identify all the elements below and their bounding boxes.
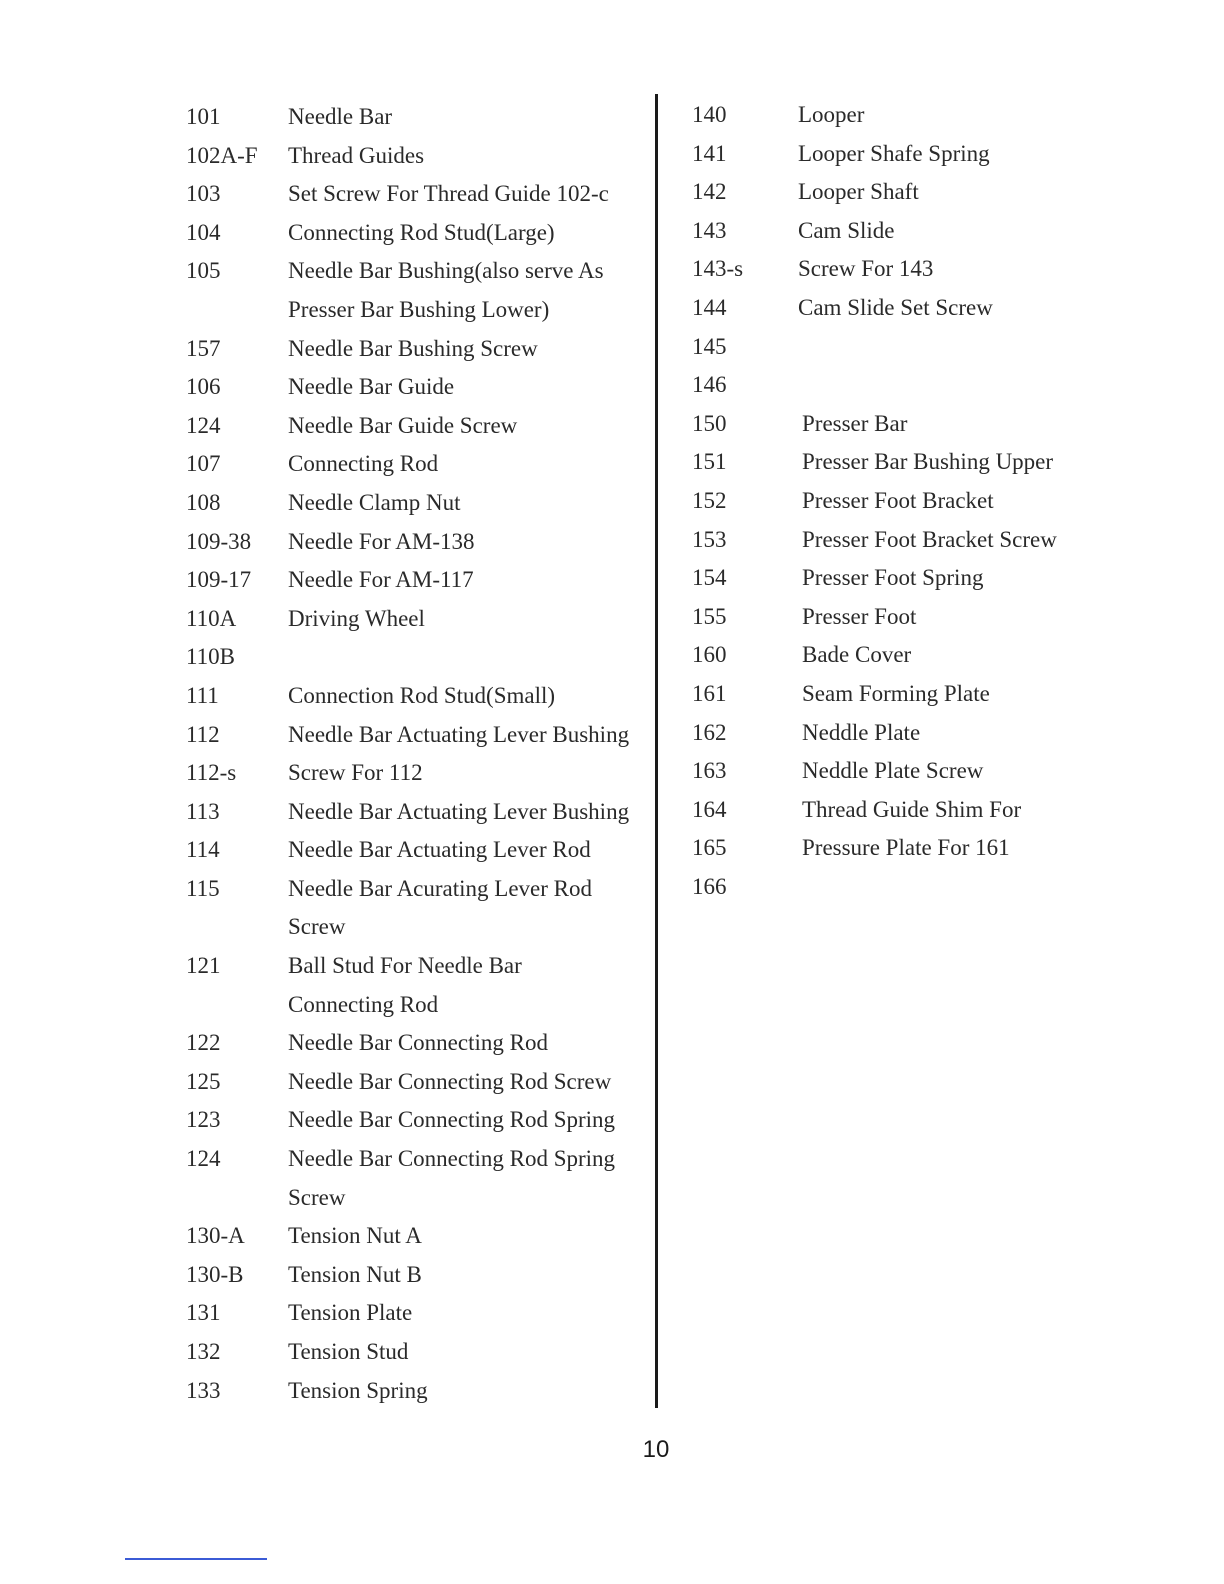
part-row — [186, 291, 636, 330]
part-number: 106 — [186, 374, 221, 400]
part-number: 143 — [692, 217, 727, 243]
part-row — [186, 1217, 636, 1256]
part-number: 162 — [692, 719, 727, 745]
part-description: Needle For AM-117 — [288, 567, 474, 593]
part-description: Pressure Plate For 161 — [802, 835, 1010, 861]
part-row — [186, 1333, 636, 1372]
part-row — [692, 366, 1092, 405]
part-description: Needle Clamp Nut — [288, 489, 461, 515]
part-row — [186, 175, 636, 214]
part-description: Connection Rod Stud(Small) — [288, 682, 556, 708]
part-description: Neddle Plate Screw — [802, 758, 984, 784]
part-row — [692, 289, 1092, 328]
part-row — [692, 482, 1092, 521]
part-description: Needle Bar Bushing(also serve As — [288, 258, 604, 284]
part-row — [692, 714, 1092, 753]
part-number: 114 — [186, 837, 220, 863]
part-number: 131 — [186, 1300, 221, 1326]
part-row — [692, 791, 1092, 830]
part-row — [186, 214, 636, 253]
part-row — [186, 1024, 636, 1063]
part-description: Thread Guide Shim For — [802, 796, 1022, 822]
part-description: Presser Bar Bushing Lower) — [288, 296, 550, 322]
part-description: Looper Shafe Spring — [798, 140, 990, 166]
part-description: Cam Slide — [798, 217, 895, 243]
part-number: 141 — [692, 140, 727, 166]
part-row — [692, 868, 1092, 907]
part-description: Thread Guides — [288, 142, 425, 168]
part-row — [186, 600, 636, 639]
part-number: 166 — [692, 873, 727, 899]
part-row — [692, 173, 1092, 212]
part-number: 112 — [186, 721, 220, 747]
part-number: 105 — [186, 258, 221, 284]
part-number: 103 — [186, 181, 221, 207]
part-description: Needle Bar Guide — [288, 374, 455, 400]
part-row — [186, 368, 636, 407]
part-number: 142 — [692, 179, 727, 205]
part-number: 101 — [186, 104, 221, 129]
part-row — [692, 96, 1092, 135]
part-description: Connecting Rod — [288, 451, 439, 477]
part-number: 110B — [186, 644, 235, 670]
parts-list-left-column — [186, 98, 636, 1410]
part-description: Connecting Rod — [288, 991, 439, 1017]
part-description: Needle Bar Actuating Lever Bushing — [288, 721, 630, 747]
part-description: Looper — [798, 102, 865, 127]
part-number: 115 — [186, 875, 220, 901]
part-number: 165 — [692, 835, 727, 861]
part-number: 108 — [186, 489, 221, 515]
part-row — [692, 521, 1092, 560]
part-description: Presser Bar — [802, 410, 908, 436]
part-description: Needle Bar Connecting Rod Screw — [288, 1068, 612, 1094]
part-description: Neddle Plate — [802, 719, 921, 745]
part-description: Needle For AM-138 — [288, 528, 475, 554]
part-description: Tension Spring — [288, 1377, 428, 1403]
part-row — [186, 1179, 636, 1218]
part-description: Presser Foot Spring — [802, 565, 984, 591]
part-row — [186, 831, 636, 870]
part-row — [186, 484, 636, 523]
part-row — [692, 559, 1092, 598]
part-number: 104 — [186, 219, 221, 245]
part-row — [186, 1256, 636, 1295]
part-row — [692, 829, 1092, 868]
part-description: Tension Plate — [288, 1300, 413, 1326]
part-row — [186, 870, 636, 909]
part-row — [186, 908, 636, 947]
part-row — [186, 98, 636, 137]
part-row — [692, 405, 1092, 444]
part-description: Needle Bar Actuating Lever Rod — [288, 837, 591, 863]
part-number: 155 — [692, 603, 727, 629]
part-number: 122 — [186, 1030, 221, 1056]
part-description: Needle Bar Connecting Rod Spring — [288, 1107, 616, 1133]
part-row — [692, 675, 1092, 714]
part-description: Tension Nut B — [288, 1261, 422, 1287]
part-description: Needle Bar Actuating Lever Bushing — [288, 798, 630, 824]
part-number: 110A — [186, 605, 237, 631]
part-row — [186, 407, 636, 446]
part-number: 146 — [692, 372, 727, 398]
part-description: Set Screw For Thread Guide 102-c — [288, 181, 609, 207]
part-row — [186, 561, 636, 600]
part-row — [186, 638, 636, 677]
part-number: 152 — [692, 487, 727, 513]
part-number: 133 — [186, 1377, 221, 1403]
part-number: 154 — [692, 565, 727, 591]
part-description: Tension Stud — [288, 1339, 409, 1364]
part-description: Needle Bar Connecting Rod — [288, 1030, 548, 1056]
part-number: 125 — [186, 1068, 221, 1094]
part-number: 130-B — [186, 1261, 244, 1287]
part-number: 157 — [186, 335, 221, 361]
part-description: Needle Bar — [288, 104, 393, 129]
part-row — [692, 443, 1092, 482]
part-number: 140 — [692, 102, 727, 127]
part-number: 121 — [186, 953, 221, 979]
part-description: Presser Bar Bushing Upper — [802, 449, 1054, 475]
column-divider — [655, 94, 658, 1408]
part-row — [186, 330, 636, 369]
part-description: Screw For 143 — [798, 256, 934, 282]
part-number: 113 — [186, 798, 220, 824]
part-number: 145 — [692, 333, 727, 359]
part-description: Looper Shaft — [798, 179, 919, 205]
part-number: 163 — [692, 758, 727, 784]
part-number: 109-38 — [186, 528, 252, 554]
part-description: Bade Cover — [802, 642, 912, 668]
part-number: 102A-F — [186, 142, 258, 168]
part-number: 150 — [692, 410, 727, 436]
part-description: Ball Stud For Needle Bar — [288, 953, 522, 979]
part-number: 153 — [692, 526, 727, 552]
footer-rule — [125, 1558, 267, 1560]
part-number: 124 — [186, 412, 221, 438]
part-row — [186, 523, 636, 562]
part-row — [186, 947, 636, 986]
part-description: Tension Nut A — [288, 1223, 422, 1249]
part-number: 132 — [186, 1339, 221, 1364]
part-number: 124 — [186, 1146, 221, 1172]
part-row — [692, 212, 1092, 251]
part-description: Screw — [288, 914, 346, 940]
part-number: 164 — [692, 796, 727, 822]
part-row — [186, 1101, 636, 1140]
part-description: Presser Foot Bracket — [802, 487, 994, 513]
part-description: Presser Foot — [802, 603, 917, 629]
part-description: Driving Wheel — [288, 605, 425, 631]
part-number: 107 — [186, 451, 221, 477]
part-row — [692, 135, 1092, 174]
part-description: Seam Forming Plate — [802, 680, 990, 706]
part-number: 130-A — [186, 1223, 245, 1249]
part-row — [186, 677, 636, 716]
part-row — [692, 328, 1092, 367]
part-description: Cam Slide Set Screw — [798, 294, 993, 320]
page-number: 10 — [642, 1436, 670, 1463]
part-number: 112-s — [186, 760, 237, 786]
part-row — [186, 137, 636, 176]
part-row — [186, 445, 636, 484]
part-description: Screw — [288, 1184, 346, 1210]
part-description: Needle Bar Acurating Lever Rod — [288, 875, 592, 901]
parts-list-right-column — [692, 96, 1092, 906]
part-row — [186, 986, 636, 1025]
part-row — [692, 636, 1092, 675]
part-number: 143-s — [692, 256, 744, 282]
part-row — [186, 754, 636, 793]
part-row — [186, 1140, 636, 1179]
part-description: Needle Bar Bushing Screw — [288, 335, 538, 361]
part-number: 161 — [692, 680, 727, 706]
part-number: 123 — [186, 1107, 221, 1133]
part-row — [186, 1063, 636, 1102]
part-description: Needle Bar Connecting Rod Spring — [288, 1146, 616, 1172]
part-number: 109-17 — [186, 567, 252, 593]
part-row — [186, 252, 636, 291]
part-description: Presser Foot Bracket Screw — [802, 526, 1057, 552]
part-number: 111 — [186, 682, 219, 708]
part-row — [186, 1372, 636, 1411]
part-row — [692, 598, 1092, 637]
part-number: 151 — [692, 449, 727, 475]
part-number: 160 — [692, 642, 727, 668]
part-description: Screw For 112 — [288, 760, 423, 786]
part-row — [186, 716, 636, 755]
part-row — [186, 793, 636, 832]
part-number: 144 — [692, 294, 727, 320]
part-row — [692, 752, 1092, 791]
part-description: Connecting Rod Stud(Large) — [288, 219, 555, 245]
part-row — [186, 1294, 636, 1333]
part-row — [692, 250, 1092, 289]
part-description: Needle Bar Guide Screw — [288, 412, 518, 438]
